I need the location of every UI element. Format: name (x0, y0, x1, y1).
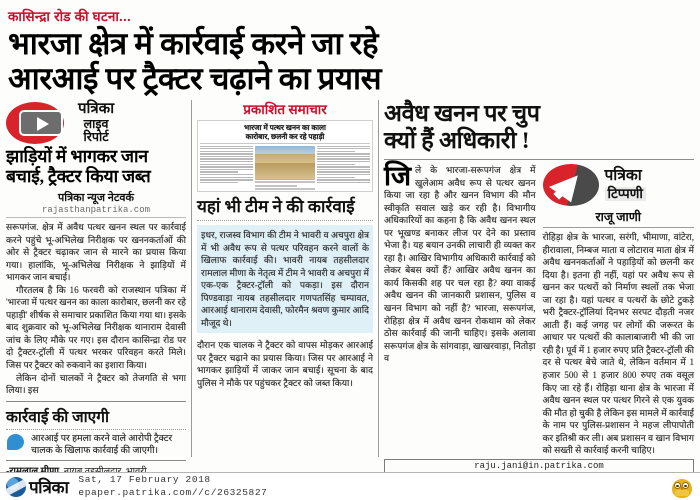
left-byline: पत्रिका न्यूज नेटवर्क (58, 191, 134, 204)
live-line-2: रिपोर्ट (83, 130, 109, 145)
quote-icon (6, 434, 26, 451)
commentary-paragraph: ले के भारजा-सरूपगंज क्षेत्र में खुलेआम अवैध रूप से पत्थर खनन किया जा रहा है और खनन विभाग की मौन स्वीकृति सवाल खड़े कर रही है। विभागीय अधिकारियों का कहना है कि अवैध खनन स्थल पर भूखण्ड बनाकर लीज पर देने का प्रस्ताव भेजा है। यह बयान उनकी लाचारी ही व्यक्त कर रहा है। आखिर विभागीय अधिकारी कार्रवाई को लेकर बेबस क्यों हैं? आखिर अवैध खनन का कार्य किसकी शह पर चल रहा है? क्या वाकई अवैध खनन की जानकारी प्रशासन, पुलिस व खनन विभाग को नहीं है? भारजा, सरूपगंज, रोहिड़ा क्षेत्र में अवैध खनन रोकथाम को लेकर ठोस कार्रवाई की जानी चाहिए। इसके अलावा सरूपगंज क्षेत्र के सांगवाड़ा, खाखरवाड़ा, नितोड़ा व (384, 165, 536, 364)
left-body-text (6, 221, 186, 397)
left-paragraph: लेकिन दोनों चालकों ने ट्रैक्टर को तेजगति से भगा लिया। इस (6, 372, 186, 396)
commentary-col-2 (543, 164, 695, 457)
commentary-body (384, 161, 695, 457)
youtube-play-icon (6, 102, 72, 144)
left-byline-url: rajasthanpatrika.com (6, 205, 186, 218)
patrika-logo-icon (6, 477, 26, 497)
commentary-badge-label (605, 168, 646, 202)
column-divider (378, 100, 379, 457)
middle-tinted-text: इधर, राजस्व विभाग की टीम ने भावरी व अचपुरा क्षेत्र में भी अवैध रूप से पत्थर परिवहन करने वालों के खिलाफ कार्रवाई की। भावरी नायब तहसीलदार रामलाल मीणा के नेतृत्व में टीम ने भावरी व अचपुरा में एक-एक ट्रैक्टर-ट्रॉली को पकड़ा। इस दौरान पिण्डवाड़ा नायब तहसीलदार गणपतसिंह चम्पावत, आरआई थानाराम देवासी, फोरमैन श्रवण कुमार आदि मौजूद थे। (201, 229, 369, 328)
page-footer (0, 472, 700, 500)
patrika-logo-wordmark: पत्रिका (29, 478, 69, 497)
headline-line-2: आरआई पर ट्रैक्टर चढ़ाने का प्रयास (8, 60, 382, 96)
clipping-photo (255, 146, 315, 180)
kicker-text: कासिन्द्रा रोड की घटना... (8, 9, 131, 24)
commentary-headline-line-2: क्यों हैं अधिकारी ! (384, 128, 530, 155)
main-headline (6, 26, 694, 100)
callout-quote-text: आरआई पर हमला करने वाले आरोपी ट्रैक्टर चालक के खिलाफ कार्रवाई की जाएगी। (31, 433, 173, 456)
pen-nib-icon (543, 164, 599, 206)
commentary-col-1 (384, 161, 536, 457)
clipping-headline-1: भारजा में पत्थर खनन का काला (244, 123, 326, 133)
headline-line-1: भारजा क्षेत्र में कार्रवाई करने जा रहे (8, 26, 379, 61)
live-line-1: लाइव (83, 117, 109, 132)
footer-date: Sat, 17 February 2018 (78, 474, 211, 486)
patrika-commentary-badge (543, 164, 695, 208)
left-paragraph: सरूपगंज. क्षेत्र में अवैध पत्थर खनन स्थल पर कार्रवाई करने पहुंचे भू-अभिलेख निरीक्षक पर खननकर्ताओं की ओर से ट्रैक्टर चढ़ाकर जान से मारने का प्रयास किया गया। हालांकि, भू-अभिलेख निरीक्षक ने झाड़ियों में भागकर जान बचाई। (6, 221, 186, 283)
footer-url[interactable]: epaper.patrika.com//c/26325827 (78, 486, 268, 498)
author-email: raju.jani@in.patrika.com (384, 459, 694, 474)
column-divider (191, 100, 192, 457)
clipping-headline-2: कारोबार, छलनी कर रहे पहाड़ी (245, 132, 325, 142)
column-right (384, 100, 695, 472)
middle-tinted-block (197, 225, 373, 333)
commentary-author: राजू जाणी (543, 208, 695, 228)
drop-cap: जि (384, 161, 412, 191)
callout-box (6, 429, 186, 458)
column-middle (197, 100, 373, 457)
published-news-title: प्रकाशित समाचार (243, 102, 327, 118)
left-paragraph: गौरतलब है कि 16 फरवरी को राजस्थान पत्रिका में 'भारजा में पत्थर खनन का काला कारोबार, छलनी कर रहे पहाड़ी' शीर्षक से समाचार प्रकाशित किया गया था। इसके बाद शुक्रवार को भू-अभिलेख निरीक्षक थानाराम देवासी जांच के लिए मौके पर गए। इस दौरान कासिन्द्रा रोड पर दो ट्रैक्टर-ट्रॉली में पत्थर भरकर परिवहन करते मिले। जिस पर ट्रैक्टर को रुकवाने का इशारा किया। (6, 284, 186, 370)
commentary-brand: पत्रिका (604, 167, 642, 184)
live-report-badge (6, 100, 186, 144)
article-columns (6, 100, 695, 472)
clipping-body (200, 146, 370, 193)
live-brand: पत्रिका (78, 101, 115, 118)
commentary-text-1 (384, 161, 536, 365)
middle-subhead: यहां भी टीम ने की कार्रवाई (197, 192, 373, 221)
footer-meta (78, 474, 267, 498)
column-left (6, 100, 186, 457)
left-subhead: झाड़ियों में भागकर जान बचाई, ट्रैक्टर किया जब्त (6, 146, 151, 187)
commentary-label: टिप्पणी (605, 187, 646, 202)
commentary-headline (384, 100, 694, 160)
live-report-label (78, 102, 114, 144)
newspaper-clipping-image (197, 120, 373, 192)
commentary-text-2: रोहिड़ा क्षेत्र के भारजा, सरंगी, भीमाणा, वांटेरा, हीरावाला, निम्बज माता व लोटाराव माता क्षेत्र में अवैध खननकर्ताओं ने पहाड़ियों को छलनी कर दिया है। इतना ही नहीं, यहां पर अवैध रूप से खनन कर पत्थरों को निर्माण स्थलों तक भेजा जा रहा है। यहां पत्थर व पत्थरों के छोटे टुकड़े भरी ट्रैक्टर-ट्रॉलियां दिनभर सरपट दौड़ती नजर आती हैं। कई जगह पर लोगों की जरूरत के आधार पर पत्थरों की कालाबाजारी भी की जा रही है। पूर्व में 1 हजार रुपए प्रति ट्रैक्टर-ट्रॉली की दर से पत्थर बेचे जाते थे, लेकिन वर्तमान में 1 हजार 500 से 1 हजार 800 रुपए तक वसूल किए जा रहे हैं। रोहिड़ा थाना क्षेत्र के भारजा में अवैध खनन स्थल पर पत्थर गिरने से एक युवक की मौत हो चुकी है लेकिन इस मामले में कार्रवाई के नाम पर पुलिस-प्रशासन ने महज लीपापोती कर इतिश्री कर ली। अब प्रशासन व खान विभाग को सख्ती से कार्रवाई करनी चाहिए। (542, 232, 695, 456)
commentary-headline-line-1: अवैध खनन पर चुप (384, 101, 540, 128)
middle-body-text: दौरान एक चालक ने ट्रैक्टर को वापस मोड़कर आरआई पर ट्रैक्टर चढ़ाने का प्रयास किया। जिस पर आरआई ने भागकर झाड़ियों में जाकर जान बचाई। सूचना के बाद पुलिस ने मौके पर पहुंचकर ट्रैक्टर को जब्त किया। (197, 340, 373, 388)
callout-heading: कार्रवाई की जाएगी (6, 401, 186, 427)
owl-icon (670, 476, 694, 498)
